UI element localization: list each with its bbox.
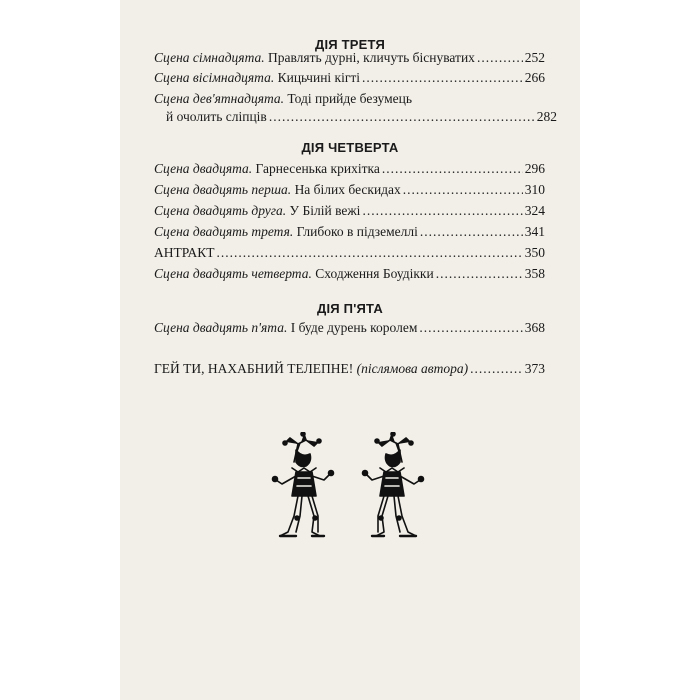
act-title: ДІЯ ЧЕТВЕРТА [301,140,399,155]
page-number: 282 [536,109,557,124]
toc-entry [154,182,545,198]
leader-dots [269,109,535,125]
scene-title: І буде дурень королем [290,320,418,335]
toc-entry [154,161,545,177]
page-number: 324 [524,203,545,218]
scene-title: Кицьчині кігті [277,70,361,85]
scene-label: Сцена дев'ятнадцята. [154,91,285,106]
leader-dots [382,161,523,177]
leader-dots [477,50,523,66]
toc-entry [154,245,545,261]
scene-label: Сцена двадцять третя. [154,224,294,239]
scene-label: Сцена двадцять п'ята. [154,320,288,335]
toc-entry [154,266,545,282]
scene-label: Сцена вісімнадцята. [154,70,275,85]
leader-dots [362,203,522,219]
scene-label: Сцена двадцять перша. [154,182,292,197]
toc-entry [154,320,545,336]
page-number: 296 [524,161,545,176]
page-number: 358 [524,266,545,281]
scene-title-continued: й очолить сліпців [166,109,267,124]
scene-title: Сходження Боудікки [315,266,434,281]
act-title: ДІЯ П'ЯТА [317,301,383,316]
leader-dots [362,70,523,86]
toc-entry [154,224,545,240]
afterword-title: ГЕЙ ТИ, НАХАБНИЙ ТЕЛЕПНЕ! [154,361,354,376]
page-number: 341 [524,224,545,239]
leader-dots [403,182,523,198]
page-number: 266 [524,70,545,85]
jester-figure-mirrored [363,432,424,536]
scene-label: Сцена двадцять четверта. [154,266,312,281]
leader-dots [436,266,523,282]
jester-figure [273,432,334,536]
dancing-jesters-icon [268,432,428,552]
scene-label: Сцена двадцять друга. [154,203,287,218]
toc-entry [154,70,545,86]
scene-title: Гарнесенька крихітка [255,161,380,176]
leader-dots [470,361,523,377]
act-title: ДІЯ ТРЕТЯ [314,37,386,52]
toc-entry [154,50,545,66]
page-number: 373 [524,361,545,376]
leader-dots [420,224,523,240]
afterword-note: (післямова автора) [356,361,469,376]
scene-label: Сцена двадцята. [154,161,253,176]
page-number: 252 [524,50,545,65]
toc-entry-afterword [154,361,545,377]
page-number: 310 [524,182,545,197]
page-number: 350 [524,245,545,260]
leader-dots [217,245,523,261]
scene-title: На білих бескидах [294,182,401,197]
scene-title: Тоді прийде безумець [287,91,413,106]
toc-entry [154,91,557,125]
scene-title: У Білій вежі [289,203,361,218]
page-number: 368 [524,320,545,335]
book-page [120,0,580,700]
scene-title: АНТРАКТ [154,245,215,260]
scene-label: Сцена сімнадцята. [154,50,265,65]
scene-title: Правлять дурні, кличуть біснуватих [267,50,475,65]
scene-title: Глибоко в підземеллі [296,224,418,239]
toc-entry [154,203,545,219]
leader-dots [419,320,522,336]
